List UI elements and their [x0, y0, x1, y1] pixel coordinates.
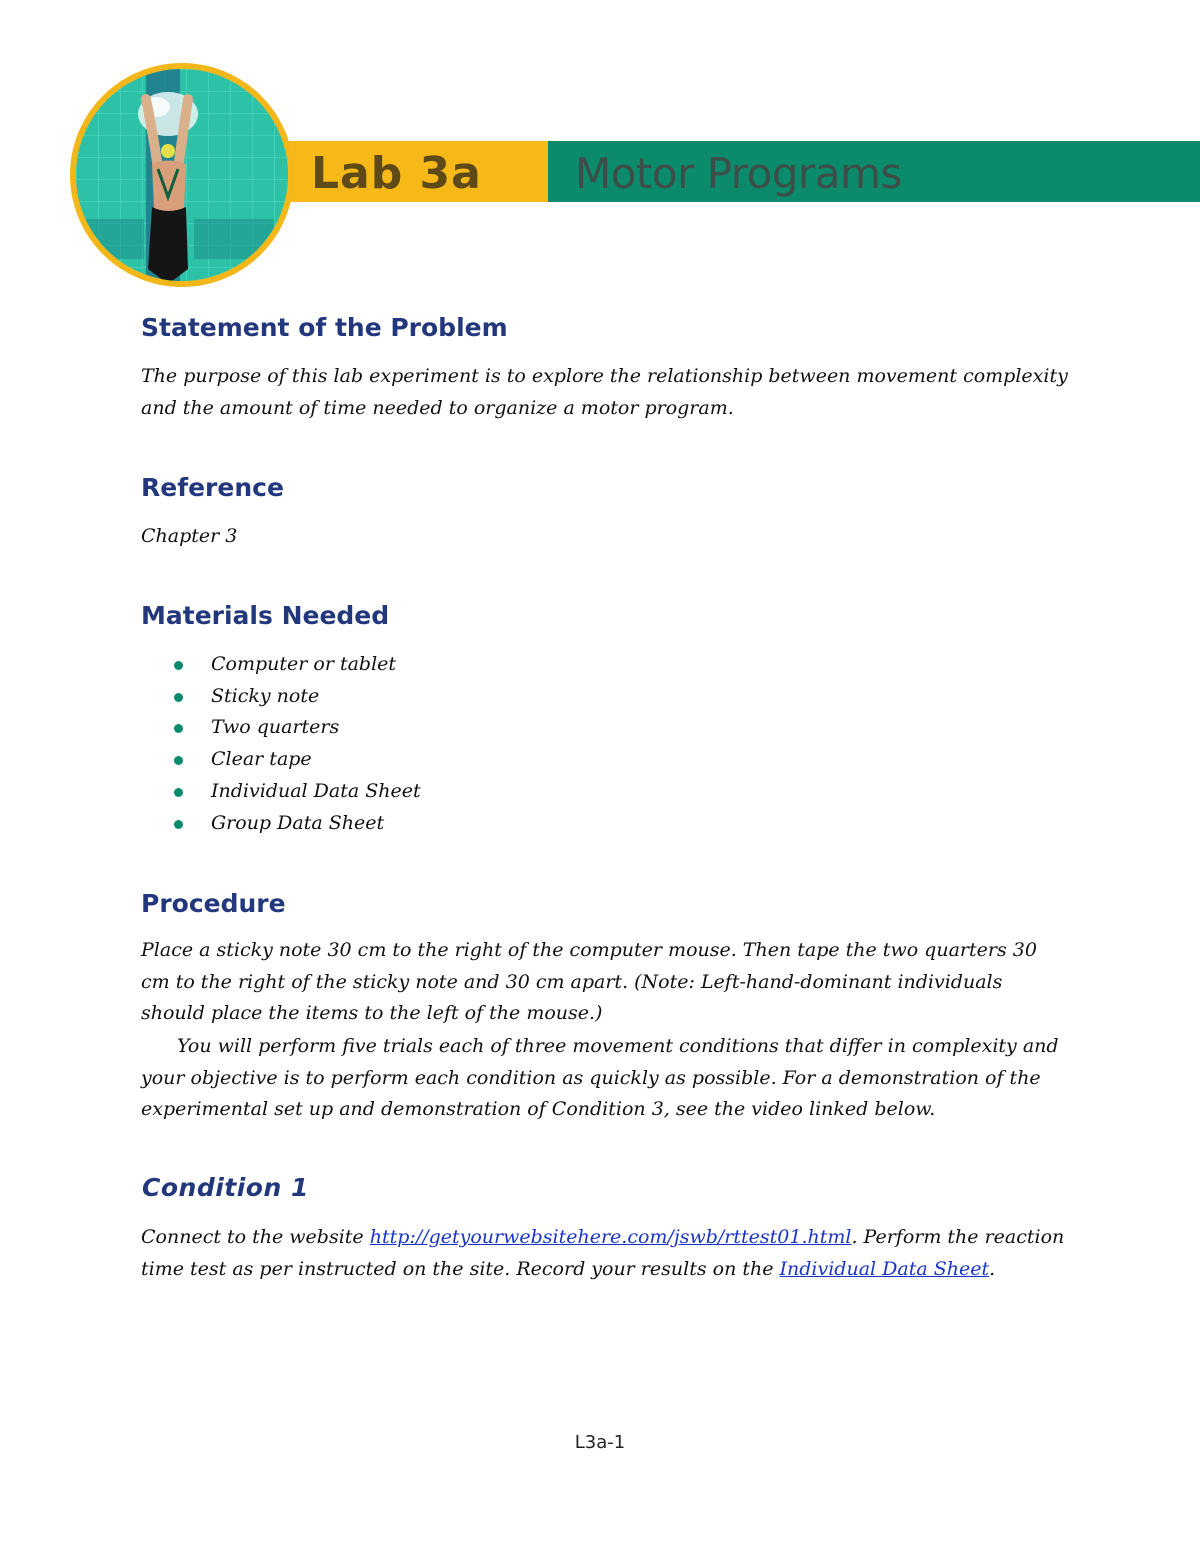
bullet-icon	[174, 693, 183, 702]
lab-number-label: Lab 3a	[311, 148, 482, 199]
section-heading-problem: Statement of the Problem	[141, 313, 508, 342]
swimmer-photo-illustration	[76, 69, 288, 281]
condition-1-text-start: Connect to the website	[141, 1226, 370, 1248]
lab-title: Motor Programs	[575, 149, 902, 198]
procedure-paragraph-1: Place a sticky note 30 cm to the right of the computer mouse. Then tape the two quarters 30 cm to the right of the sticky note and 30 cm apart. (Note: Left-hand-dominant individuals should place the items to the left of the mouse.)	[141, 939, 1037, 1024]
list-item	[172, 808, 421, 840]
bullet-icon	[174, 820, 183, 829]
condition-1-heading: Condition 1	[142, 1173, 309, 1202]
list-item-label: Individual Data Sheet	[211, 779, 421, 802]
reference-text: Chapter 3	[141, 525, 238, 547]
procedure-paragraph-2: You will perform five trials each of three movement conditions that differ in complexity and your objective is to perform each condition as quickly as possible. For a demonstration of the experimental set up and demonstration of Condition 3, see the video linked below.	[141, 1035, 1059, 1120]
list-item-label: Sticky note	[211, 684, 320, 707]
page-number: L3a-1	[574, 1432, 626, 1453]
section-heading-reference: Reference	[141, 473, 284, 502]
list-item	[172, 712, 421, 744]
condition-1-text-end: .	[989, 1257, 996, 1280]
list-item	[172, 776, 421, 808]
list-item-label: Computer or tablet	[211, 653, 397, 675]
materials-list	[172, 649, 421, 839]
list-item	[172, 681, 421, 713]
list-item-label: Group Data Sheet	[211, 811, 385, 834]
list-item-label: Two quarters	[211, 716, 340, 739]
bullet-icon	[174, 788, 183, 797]
list-item	[172, 649, 421, 681]
individual-data-sheet-link[interactable]: Individual Data Sheet	[779, 1257, 990, 1280]
header-banner	[0, 0, 1200, 300]
bullet-icon	[174, 661, 183, 670]
list-item	[172, 744, 421, 776]
section-heading-procedure: Procedure	[141, 889, 286, 918]
swimmer-photo	[70, 63, 294, 287]
condition-1-text-middle: . Perform the reaction time test as per instructed on the site. Record your results on the	[141, 1226, 1065, 1280]
list-item-label: Clear tape	[211, 748, 312, 771]
reaction-test-link[interactable]: http://getyourwebsitehere.com/jswb/rttest01.html	[369, 1226, 852, 1248]
problem-text: The purpose of this lab experiment is to explore the relationship between movement complexity and the amount of time needed to organize a motor program.	[141, 365, 1068, 419]
bullet-icon	[174, 724, 183, 733]
condition-1-text	[141, 1222, 1071, 1285]
bullet-icon	[174, 756, 183, 765]
section-heading-materials: Materials Needed	[141, 601, 390, 630]
